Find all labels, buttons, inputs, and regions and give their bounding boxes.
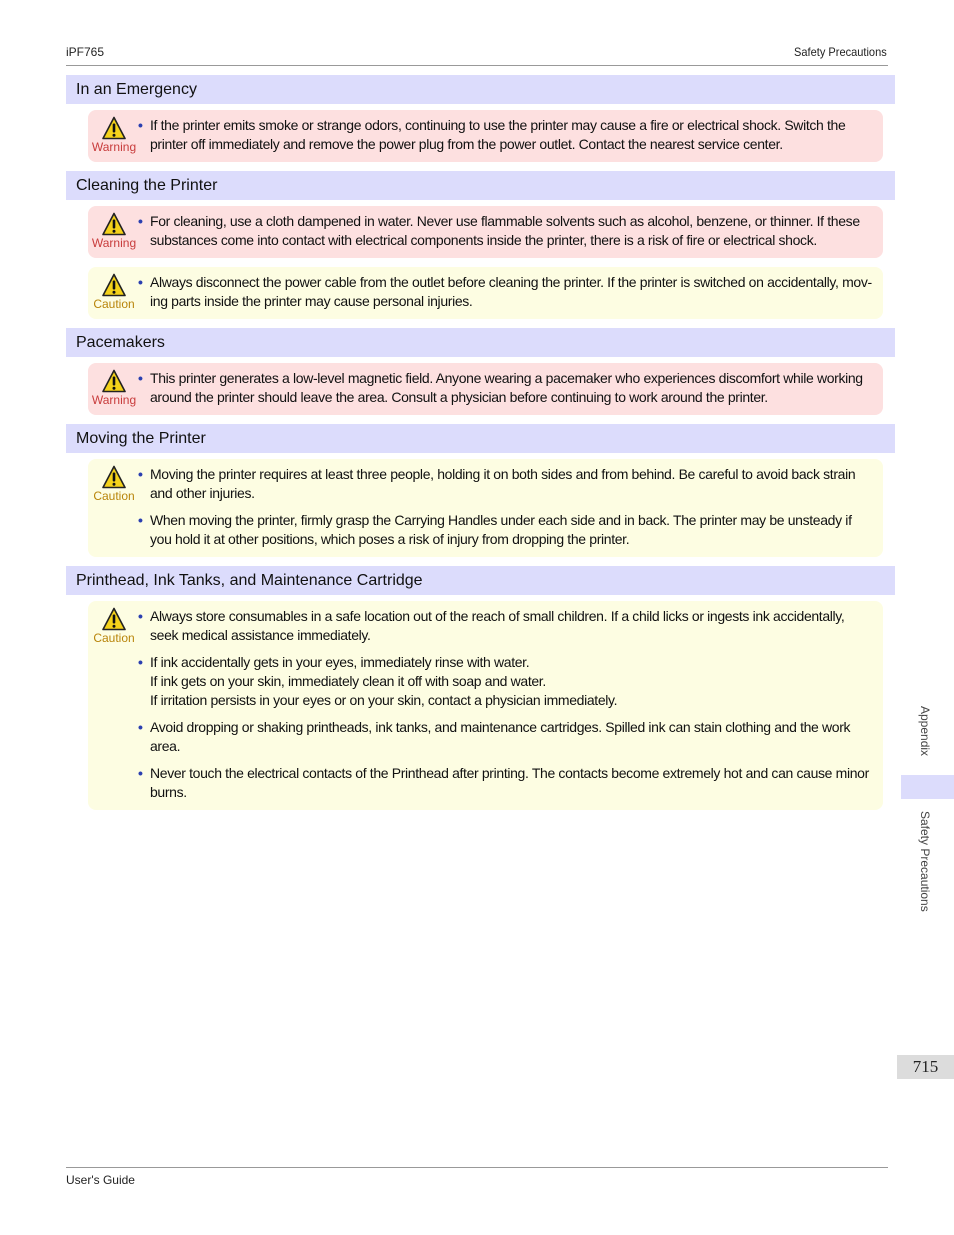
- list-item: [138, 273, 873, 311]
- section-3: [66, 424, 895, 557]
- notice-items: [138, 273, 873, 311]
- section-4: [66, 566, 895, 810]
- notice-symbol: [90, 369, 138, 407]
- section-1: [66, 171, 895, 319]
- item-text: If ink accidentally gets in your eyes, immediately rinse with water. If ink gets on your skin, immediately clean it off with soap and water. If irritation persists in your eyes or on your skin, contact a physician immediately.: [150, 654, 618, 708]
- caution-notice: [88, 601, 883, 810]
- section-title: Pacemakers: [66, 328, 895, 357]
- header-divider: [66, 65, 888, 66]
- list-item: [138, 212, 873, 250]
- item-text: Always store consumables in a safe location out of the reach of small children. If a child licks or ingests ink accidentally, seek medical assistance immediately.: [150, 608, 845, 643]
- side-chapter-label[interactable]: Appendix: [918, 706, 932, 757]
- notice-symbol: [90, 212, 138, 250]
- bullet-icon: •: [138, 274, 143, 290]
- notice-list: [66, 363, 895, 415]
- notice-label: Caution: [93, 631, 135, 645]
- item-text: For cleaning, use a cloth dampened in water. Never use flammable solvents such as alcohol, benzene, or thinner. If these substances come into contact with electrical components inside the printer, there is a risk of fire or electrical shock.: [150, 213, 860, 248]
- side-tab-marker: [901, 775, 954, 799]
- notice-items: [138, 607, 873, 802]
- notice-symbol: [90, 607, 138, 645]
- warning-triangle-icon: [102, 465, 126, 489]
- section-title: In an Emergency: [66, 75, 895, 104]
- list-item: [138, 764, 873, 802]
- list-item: [138, 465, 873, 503]
- notice-label: Warning: [91, 393, 137, 407]
- list-item: [138, 653, 873, 710]
- notice-items: [138, 116, 873, 154]
- item-text: When moving the printer, firmly grasp the Carrying Handles under each side and in back. The printer may be unsteady if you hold it at other positions, which poses a risk of injury from dropping the printer.: [150, 512, 852, 547]
- footer-guide-title: User's Guide: [66, 1173, 135, 1187]
- caution-notice: [88, 267, 883, 319]
- bullet-icon: •: [138, 765, 143, 781]
- list-item: [138, 718, 873, 756]
- bullet-icon: •: [138, 654, 143, 670]
- bullet-icon: •: [138, 608, 143, 624]
- section-title: Cleaning the Printer: [66, 171, 895, 200]
- item-text: This printer generates a low-level magnetic field. Anyone wearing a pacemaker who experiences discomfort while working around the printer should leave the area. Consult a physician before continuing to work around the printer.: [150, 370, 863, 405]
- bullet-icon: •: [138, 370, 143, 386]
- section-title: Printhead, Ink Tanks, and Maintenance Cartridge: [66, 566, 895, 595]
- notice-label: Warning: [91, 236, 137, 250]
- notice-label: Warning: [91, 140, 137, 154]
- section-title: Moving the Printer: [66, 424, 895, 453]
- notice-symbol: [90, 465, 138, 503]
- warning-triangle-icon: [102, 369, 126, 393]
- header-product: iPF765: [66, 45, 105, 59]
- notice-list: [66, 110, 895, 162]
- header-chapter: Safety Precautions: [794, 45, 887, 59]
- bullet-icon: •: [138, 117, 143, 133]
- section-0: [66, 75, 895, 162]
- bullet-icon: •: [138, 719, 143, 735]
- item-text: Avoid dropping or shaking printheads, ink tanks, and maintenance cartridges. Spilled ink can stain clothing and the work area.: [150, 719, 851, 754]
- list-item: [138, 369, 873, 407]
- notice-label: Caution: [93, 297, 135, 311]
- item-text: Never touch the electrical contacts of the Printhead after printing. The contacts become extremely hot and can cause minor burns.: [150, 765, 869, 800]
- warning-triangle-icon: [102, 212, 126, 236]
- bullet-icon: •: [138, 512, 143, 528]
- warning-triangle-icon: [102, 273, 126, 297]
- notice-symbol: [90, 116, 138, 154]
- list-item: [138, 607, 873, 645]
- footer-divider: [66, 1167, 888, 1168]
- notice-symbol: [90, 273, 138, 311]
- bullet-icon: •: [138, 213, 143, 229]
- warning-triangle-icon: [102, 607, 126, 631]
- side-section-label[interactable]: Safety Precautions: [918, 811, 932, 912]
- notice-list: [66, 459, 895, 557]
- notice-list: [66, 601, 895, 810]
- item-text: Moving the printer requires at least three people, holding it on both sides and from behind. Be careful to avoid back strain and other injuries.: [150, 466, 856, 501]
- notice-items: [138, 465, 873, 549]
- notice-list: [66, 206, 895, 319]
- bullet-icon: •: [138, 466, 143, 482]
- notice-label: Caution: [93, 489, 135, 503]
- warning-notice: [88, 206, 883, 258]
- list-item: [138, 116, 873, 154]
- section-2: [66, 328, 895, 415]
- caution-notice: [88, 459, 883, 557]
- main-content: [66, 75, 895, 819]
- item-text: If the printer emits smoke or strange odors, continuing to use the printer may cause a fire or electrical shock. Switch the printer off immediately and remove the power plug from the power outlet. Contact the nearest service center.: [150, 117, 846, 152]
- item-text: Always disconnect the power cable from the outlet before cleaning the printer. If the printer is switched on accidentally, mov-ing parts inside the printer may cause personal injuries.: [150, 274, 872, 309]
- notice-items: [138, 212, 873, 250]
- page-number: 715: [897, 1055, 954, 1079]
- warning-notice: [88, 110, 883, 162]
- notice-items: [138, 369, 873, 407]
- list-item: [138, 511, 873, 549]
- warning-triangle-icon: [102, 116, 126, 140]
- warning-notice: [88, 363, 883, 415]
